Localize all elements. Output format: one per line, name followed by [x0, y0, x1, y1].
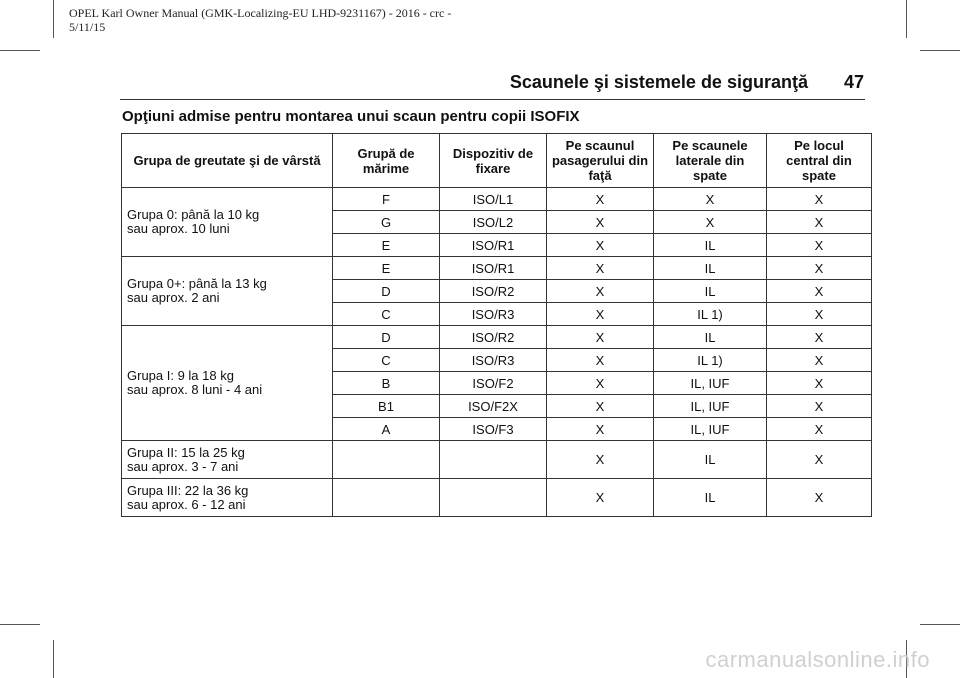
front-passenger-cell: X — [547, 395, 654, 418]
fixture-cell — [440, 441, 547, 479]
front-passenger-cell: X — [547, 257, 654, 280]
weight-group-line2: sau aprox. 10 luni — [127, 221, 230, 236]
size-class-cell: A — [333, 418, 440, 441]
document-id — [69, 6, 451, 34]
rear-outboard-cell: IL, IUF — [654, 418, 767, 441]
rear-outboard-cell: X — [654, 188, 767, 211]
rear-center-cell: X — [767, 441, 872, 479]
rear-center-cell: X — [767, 280, 872, 303]
front-passenger-cell: X — [547, 372, 654, 395]
table-row — [122, 257, 872, 280]
weight-group-line1: Grupa I: 9 la 18 kg — [127, 368, 234, 383]
document-id-line1: OPEL Karl Owner Manual (GMK-Localizing-EU LHD-9231167) - 2016 - crc - — [69, 6, 452, 20]
weight-group-cell — [122, 257, 333, 326]
col-header-rear-center: Pe locul central din spate — [767, 134, 872, 188]
col-header-rear-outboard: Pe scaunele laterale din spate — [654, 134, 767, 188]
size-class-cell: C — [333, 349, 440, 372]
front-passenger-cell: X — [547, 418, 654, 441]
rear-center-cell: X — [767, 326, 872, 349]
rear-outboard-cell: IL — [654, 280, 767, 303]
crop-mark-bottom-right-h — [920, 624, 960, 625]
front-passenger-cell: X — [547, 234, 654, 257]
rear-outboard-cell: IL 1) — [654, 303, 767, 326]
front-passenger-cell: X — [547, 441, 654, 479]
weight-group-line1: Grupa II: 15 la 25 kg — [127, 444, 245, 460]
rear-outboard-cell: IL — [654, 326, 767, 349]
table-header-row — [122, 134, 872, 188]
table-row — [122, 479, 872, 517]
table-row — [122, 188, 872, 211]
crop-mark-top-right-v — [906, 0, 907, 38]
col-header-front-passenger: Pe scaunul pasagerului din faţă — [547, 134, 654, 188]
rear-center-cell: X — [767, 257, 872, 280]
watermark: carmanualsonline.info — [705, 647, 930, 672]
rear-outboard-cell: IL — [654, 479, 767, 517]
rear-outboard-cell: IL — [654, 441, 767, 479]
fixture-cell — [440, 479, 547, 517]
section-title: Scaunele şi sistemele de siguranţă — [509, 72, 808, 92]
weight-group-line1: Grupa 0: până la 10 kg — [127, 207, 260, 222]
rear-center-cell: X — [767, 303, 872, 326]
fixture-cell: ISO/R2 — [440, 280, 547, 303]
fixture-cell: ISO/R3 — [440, 303, 547, 326]
fixture-cell: ISO/R3 — [440, 349, 547, 372]
fixture-cell: ISO/R2 — [440, 326, 547, 349]
weight-group-line1: Grupa III: 22 la 36 kg — [127, 482, 249, 498]
front-passenger-cell: X — [547, 479, 654, 517]
col-header-weight-group: Grupa de greutate şi de vârstă — [122, 134, 333, 188]
document-id-line2: 5/11/15 — [69, 20, 106, 34]
weight-group-line2: sau aprox. 3 - 7 ani — [127, 458, 239, 474]
rear-center-cell: X — [767, 395, 872, 418]
front-passenger-cell: X — [547, 326, 654, 349]
weight-group-cell — [122, 188, 333, 257]
crop-mark-bottom-left-v — [53, 640, 54, 678]
size-class-cell: C — [333, 303, 440, 326]
weight-group-line2: sau aprox. 2 ani — [127, 290, 220, 305]
front-passenger-cell: X — [547, 211, 654, 234]
fixture-cell: ISO/R1 — [440, 257, 547, 280]
fixture-cell: ISO/L2 — [440, 211, 547, 234]
rear-outboard-cell: IL, IUF — [654, 372, 767, 395]
size-class-cell: F — [333, 188, 440, 211]
front-passenger-cell: X — [547, 349, 654, 372]
col-header-size-class: Grupă de mărime — [333, 134, 440, 188]
size-class-cell: E — [333, 234, 440, 257]
rear-outboard-cell: X — [654, 211, 767, 234]
running-header — [120, 72, 864, 93]
fixture-cell: ISO/F3 — [440, 418, 547, 441]
front-passenger-cell: X — [547, 188, 654, 211]
fixture-cell: ISO/F2X — [440, 395, 547, 418]
rear-center-cell: X — [767, 188, 872, 211]
table-row — [122, 326, 872, 349]
rear-center-cell: X — [767, 211, 872, 234]
isofix-table — [121, 133, 872, 517]
weight-group-cell — [122, 326, 333, 441]
rear-outboard-cell: IL 1) — [654, 349, 767, 372]
size-class-cell — [333, 479, 440, 517]
size-class-cell — [333, 441, 440, 479]
rear-center-cell: X — [767, 418, 872, 441]
fixture-cell: ISO/L1 — [440, 188, 547, 211]
page-number: 47 — [843, 72, 864, 92]
size-class-cell: E — [333, 257, 440, 280]
front-passenger-cell: X — [547, 280, 654, 303]
table-body — [122, 188, 872, 517]
size-class-cell: G — [333, 211, 440, 234]
weight-group-cell — [122, 441, 333, 479]
crop-mark-top-right-h — [920, 50, 960, 51]
weight-group-line1: Grupa 0+: până la 13 kg — [127, 276, 267, 291]
rear-outboard-cell: IL — [654, 257, 767, 280]
rear-center-cell: X — [767, 234, 872, 257]
rear-center-cell: X — [767, 372, 872, 395]
weight-group-cell — [122, 479, 333, 517]
rear-center-cell: X — [767, 349, 872, 372]
crop-mark-top-left-v — [53, 0, 54, 38]
size-class-cell: D — [333, 280, 440, 303]
fixture-cell: ISO/R1 — [440, 234, 547, 257]
crop-mark-bottom-left-h — [0, 624, 40, 625]
table-row — [122, 441, 872, 479]
rear-center-cell: X — [767, 479, 872, 517]
weight-group-line2: sau aprox. 6 - 12 ani — [127, 496, 246, 512]
rear-outboard-cell: IL — [654, 234, 767, 257]
weight-group-line2: sau aprox. 8 luni - 4 ani — [127, 382, 263, 397]
size-class-cell: D — [333, 326, 440, 349]
crop-mark-top-left-h — [0, 50, 40, 51]
front-passenger-cell: X — [547, 303, 654, 326]
size-class-cell: B — [333, 372, 440, 395]
table-title: Opţiuni admise pentru montarea unui scaun pentru copii ISOFIX — [122, 108, 580, 125]
fixture-cell: ISO/F2 — [440, 372, 547, 395]
col-header-fixture: Dispozitiv de fixare — [440, 134, 547, 188]
header-rule — [120, 99, 865, 100]
size-class-cell: B1 — [333, 395, 440, 418]
rear-outboard-cell: IL, IUF — [654, 395, 767, 418]
